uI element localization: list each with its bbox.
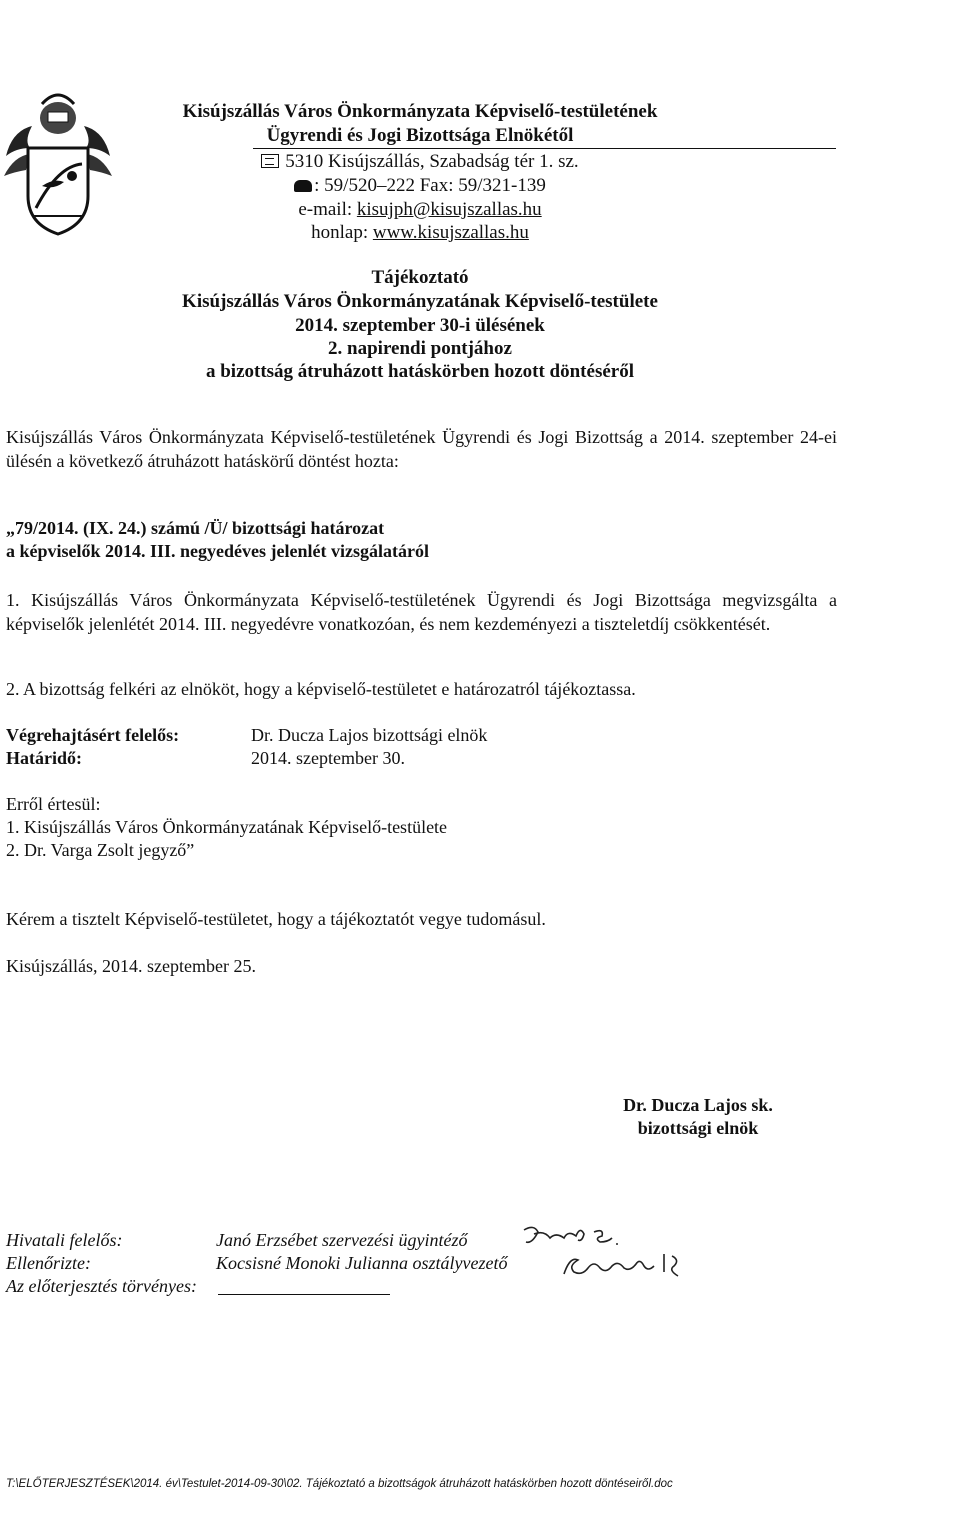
deadline-value: 2014. szeptember 30.	[251, 748, 405, 768]
header-address	[120, 150, 720, 174]
resolution-point-1: 1. Kisújszállás Város Önkormányzata Képviselő-testületének Ügyrendi és Jogi Bizottsága megvizsgálta a képviselők jelenlétét 2014. III. negyedévre vonatkozóan, és nem kezdeményezi a tiszteletdíj csökkentését.	[6, 590, 837, 634]
header-institution-line1: Kisújszállás Város Önkormányzata Képviselő-testületének	[182, 101, 658, 122]
footer-responsible-label: Hivatali felelős:	[6, 1230, 123, 1250]
email-link[interactable]: kisujph@kisujszallas.hu	[356, 199, 542, 220]
web-label: honlap:	[311, 222, 373, 243]
place-date: Kisújszállás, 2014. szeptember 25.	[6, 956, 256, 976]
footer-legality-label: Az előterjesztés törvényes:	[6, 1276, 197, 1296]
header-email	[120, 198, 720, 222]
handwritten-signature-2	[560, 1246, 710, 1282]
header-institution-line2: Ügyrendi és Jogi Bizottsága Elnökétől	[266, 125, 574, 146]
resolution-title: „79/2014. (IX. 24.) számú /Ü/ bizottsági határozat	[6, 518, 385, 538]
file-path-footer: T:\ELŐTERJESZTÉSEK\2014. év\Testulet-2014-09-30\02. Tájékoztató a bizottságok átruházott hatáskörben hozott döntéseiről.doc	[6, 1478, 673, 1490]
notify-item-1: 1. Kisújszállás Város Önkormányzatának Képviselő-testülete	[6, 817, 448, 837]
footer-responsible-value: Janó Erzsébet szervezési ügyintéző	[216, 1230, 468, 1250]
doc-title: Tájékoztató	[371, 267, 469, 288]
resolution-subtitle: a képviselők 2014. III. negyedéves jelenlét vizsgálatáról	[6, 541, 429, 561]
intro-paragraph: Kisújszállás Város Önkormányzata Képviselő-testületének Ügyrendi és Jogi Bizottság a 2014. szeptember 24-ei ülésén a következő átruházott hatáskörű döntést hozta:	[6, 427, 837, 471]
footer-checked-value: Kocsisné Monoki Julianna osztályvezető	[216, 1253, 508, 1273]
doc-title-line4: 2. napirendi pontjához	[328, 338, 512, 359]
address-text: 5310 Kisújszállás, Szabadság tér 1. sz.	[285, 151, 579, 172]
footer-checked-label: Ellenőrizte:	[6, 1253, 91, 1273]
notify-item-2: 2. Dr. Varga Zsolt jegyző”	[6, 840, 195, 860]
phone-text: : 59/520–222 Fax: 59/321-139	[314, 175, 546, 196]
request-paragraph: Kérem a tisztelt Képviselő-testületet, hogy a tájékoztatót vegye tudomásul.	[6, 909, 546, 929]
doc-title-line3: 2014. szeptember 30-i ülésének	[295, 315, 545, 336]
legality-signature-line	[218, 1294, 390, 1295]
doc-title-line5: a bizottság átruházott hatáskörben hozott döntéséről	[205, 361, 634, 382]
responsible-value: Dr. Ducza Lajos bizottsági elnök	[251, 725, 488, 745]
responsible-label: Végrehajtásért felelős:	[6, 725, 180, 745]
signatory-name: Dr. Ducza Lajos sk.	[623, 1095, 773, 1115]
deadline-label: Határidő:	[6, 748, 82, 768]
resolution-point-2: 2. A bizottság felkéri az elnököt, hogy a képviselő-testületet e határozatról tájékoztassa.	[6, 679, 636, 699]
notify-label: Erről értesül:	[6, 794, 101, 814]
coat-of-arms-logo	[2, 86, 114, 236]
signatory-role: bizottsági elnök	[637, 1118, 759, 1138]
phone-icon	[294, 180, 312, 192]
header-divider	[253, 148, 836, 149]
header-phone	[120, 174, 720, 198]
doc-title-line2: Kisújszállás Város Önkormányzatának Képviselő-testülete	[182, 291, 658, 312]
mail-icon	[261, 154, 279, 168]
email-label: e-mail:	[298, 199, 357, 220]
header-website	[120, 221, 720, 245]
web-link[interactable]: www.kisujszallas.hu	[372, 222, 529, 243]
